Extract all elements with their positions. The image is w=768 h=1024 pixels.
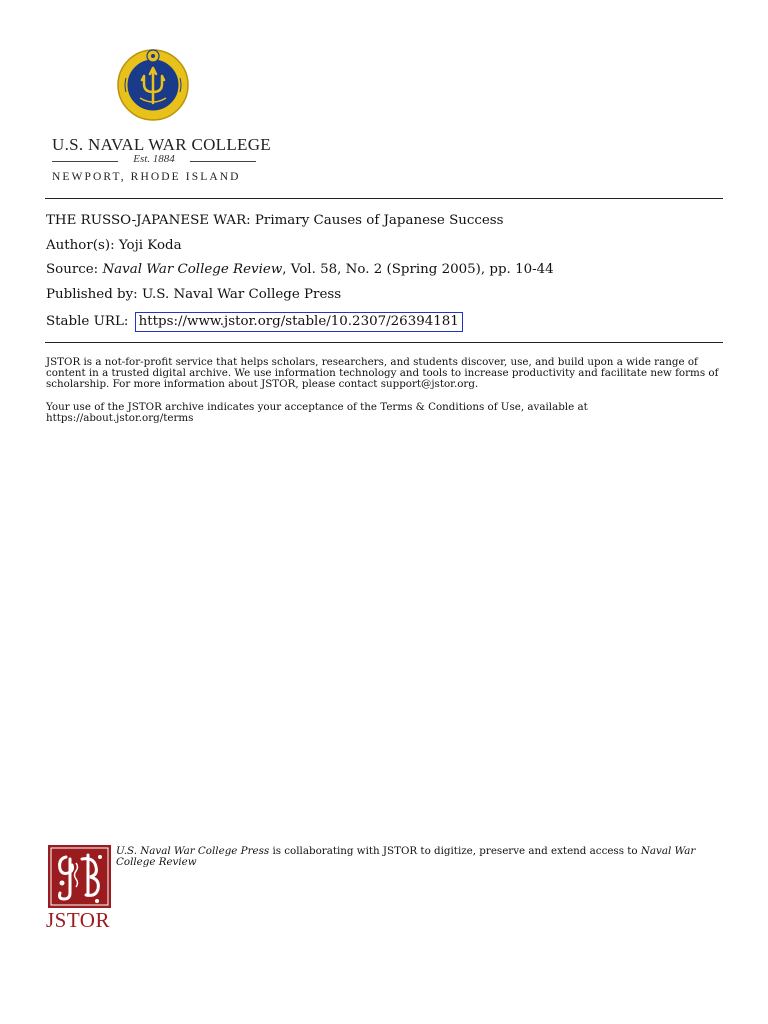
publisher-line [46, 287, 341, 302]
collab-text: is collaborating with JSTOR to digitize, preserve and extend access to [269, 845, 641, 857]
naval-war-college-seal-logo [116, 48, 190, 122]
collab-journal: Naval War College Review [116, 845, 696, 869]
college-name-prefix: U.S. [52, 135, 84, 154]
article-title: THE RUSSO-JAPANESE WAR: Primary Causes of Japanese Success [46, 213, 504, 228]
jstor-about-notice: JSTOR is a not-for-profit service that helps scholars, researchers, and students discover, use, and build upon a wide range of content in a trusted digital archive. We use information technology and tools to increase productivity and facilitate new forms of scholarship. For more information about JSTOR, please contact support@jstor.org. [46, 356, 719, 391]
publisher-name: U.S. Naval War College Press [141, 287, 342, 302]
terms-notice: Your use of the JSTOR archive indicates your acceptance of the Terms & Conditions of Use, available at https://about.jstor.org/terms [46, 401, 588, 425]
stable-url-link[interactable]: https://www.jstor.org/stable/10.2307/26394181 [135, 312, 463, 332]
divider [45, 198, 723, 199]
established-year: Est. 1884 [133, 153, 175, 165]
author-label: Author(s): [46, 238, 115, 253]
collaboration-notice [116, 846, 736, 869]
source-details: , Vol. 58, No. 2 (Spring 2005), pp. 10-44 [282, 262, 554, 277]
source-label: Source: [46, 262, 99, 277]
college-name [52, 135, 271, 155]
collab-publisher: U.S. Naval War College Press [116, 845, 270, 857]
publisher-label: Published by: [46, 287, 138, 302]
jstor-wordmark: JSTOR [46, 908, 110, 932]
stable-url-label: Stable URL: [46, 314, 129, 329]
established-row [52, 154, 256, 168]
source-line [46, 262, 554, 277]
author-line [46, 238, 182, 253]
stable-url-line [46, 312, 463, 332]
author-name: Yoji Koda [118, 238, 182, 253]
college-name-main: NAVAL WAR COLLEGE [88, 135, 271, 154]
source-journal: Naval War College Review [102, 262, 283, 277]
divider [190, 161, 256, 162]
jstor-logo-icon [48, 845, 111, 908]
college-location: NEWPORT, RHODE ISLAND [52, 171, 241, 183]
divider [45, 342, 723, 343]
